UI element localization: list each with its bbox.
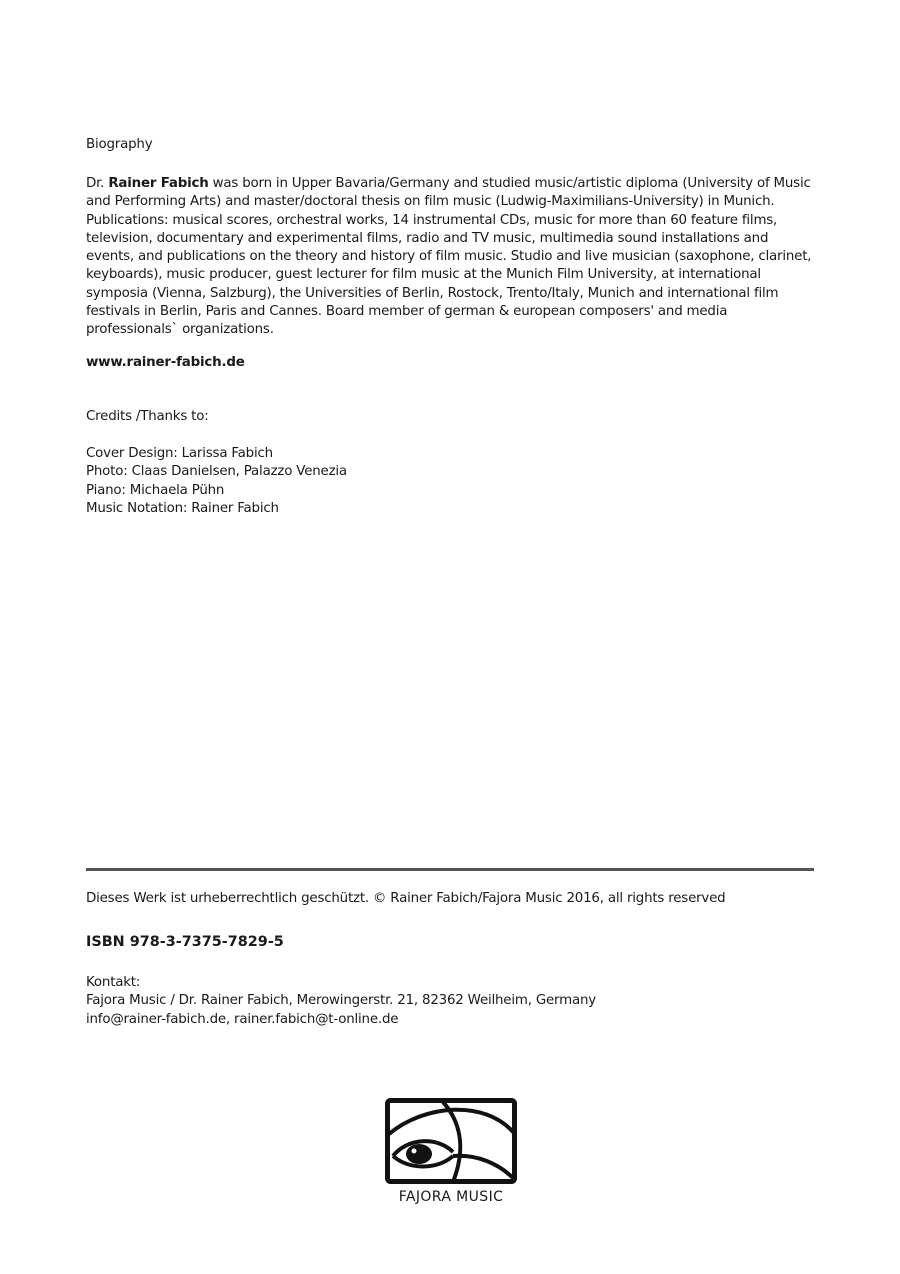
biography-intro-prefix: Dr. bbox=[86, 176, 105, 191]
website-link[interactable]: www.rainer-fabich.de bbox=[86, 355, 245, 370]
credit-item: Photo: Claas Danielsen, Palazzo Venezia bbox=[86, 464, 347, 480]
contact-label: Kontakt: bbox=[86, 975, 141, 990]
credit-item: Music Notation: Rainer Fabich bbox=[86, 500, 279, 516]
biography-body: was born in Upper Bavaria/Germany and studied music/artistic diploma (University of Music and Performing Arts) and master/doctoral thesis on film music (Ludwig-Maximilians-University) in Munich. Publications: musical scores, orchestral works, 14 instrumental CDs, music for more than 60 feature films, television, documentary and experimental films, radio and TV music, multimedia sound installations and events, and publications on the theory and history of film music. Studio and live musician (saxophone, clarinet, keyboards), music producer, guest lecturer for film music at the Munich Film University, at international symposia (Vienna, Salzburg), the Universities of Berlin, Rostock, Trento/Italy, Munich and international film festivals in Berlin, Paris and Cannes. Board member of german & european composers' and media professionals` organizations. bbox=[86, 176, 812, 338]
contact-address: Fajora Music / Dr. Rainer Fabich, Merowingerstr. 21, 82362 Weilheim, Germany bbox=[86, 993, 596, 1009]
footer-divider bbox=[86, 868, 814, 871]
isbn-number: ISBN 978-3-7375-7829-5 bbox=[86, 934, 284, 950]
credit-item: Cover Design: Larissa Fabich bbox=[86, 446, 273, 461]
biography-name: Rainer Fabich bbox=[108, 176, 209, 191]
logo-label: FAJORA MUSIC bbox=[398, 1189, 504, 1205]
biography-text bbox=[86, 175, 816, 340]
credits-list bbox=[86, 445, 816, 518]
credits-title: Credits /Thanks to: bbox=[86, 409, 209, 424]
fajora-eye-logo-icon bbox=[385, 1098, 517, 1184]
contact-block bbox=[86, 974, 816, 1029]
biography-heading: Biography bbox=[86, 137, 153, 152]
copyright-notice: Dieses Werk ist urheberrechtlich geschützt. © Rainer Fabich/Fajora Music 2016, all rights reserved bbox=[86, 891, 726, 906]
credit-item: Piano: Michaela Pühn bbox=[86, 482, 225, 498]
contact-email[interactable]: info@rainer-fabich.de, rainer.fabich@t-online.de bbox=[86, 1011, 399, 1027]
